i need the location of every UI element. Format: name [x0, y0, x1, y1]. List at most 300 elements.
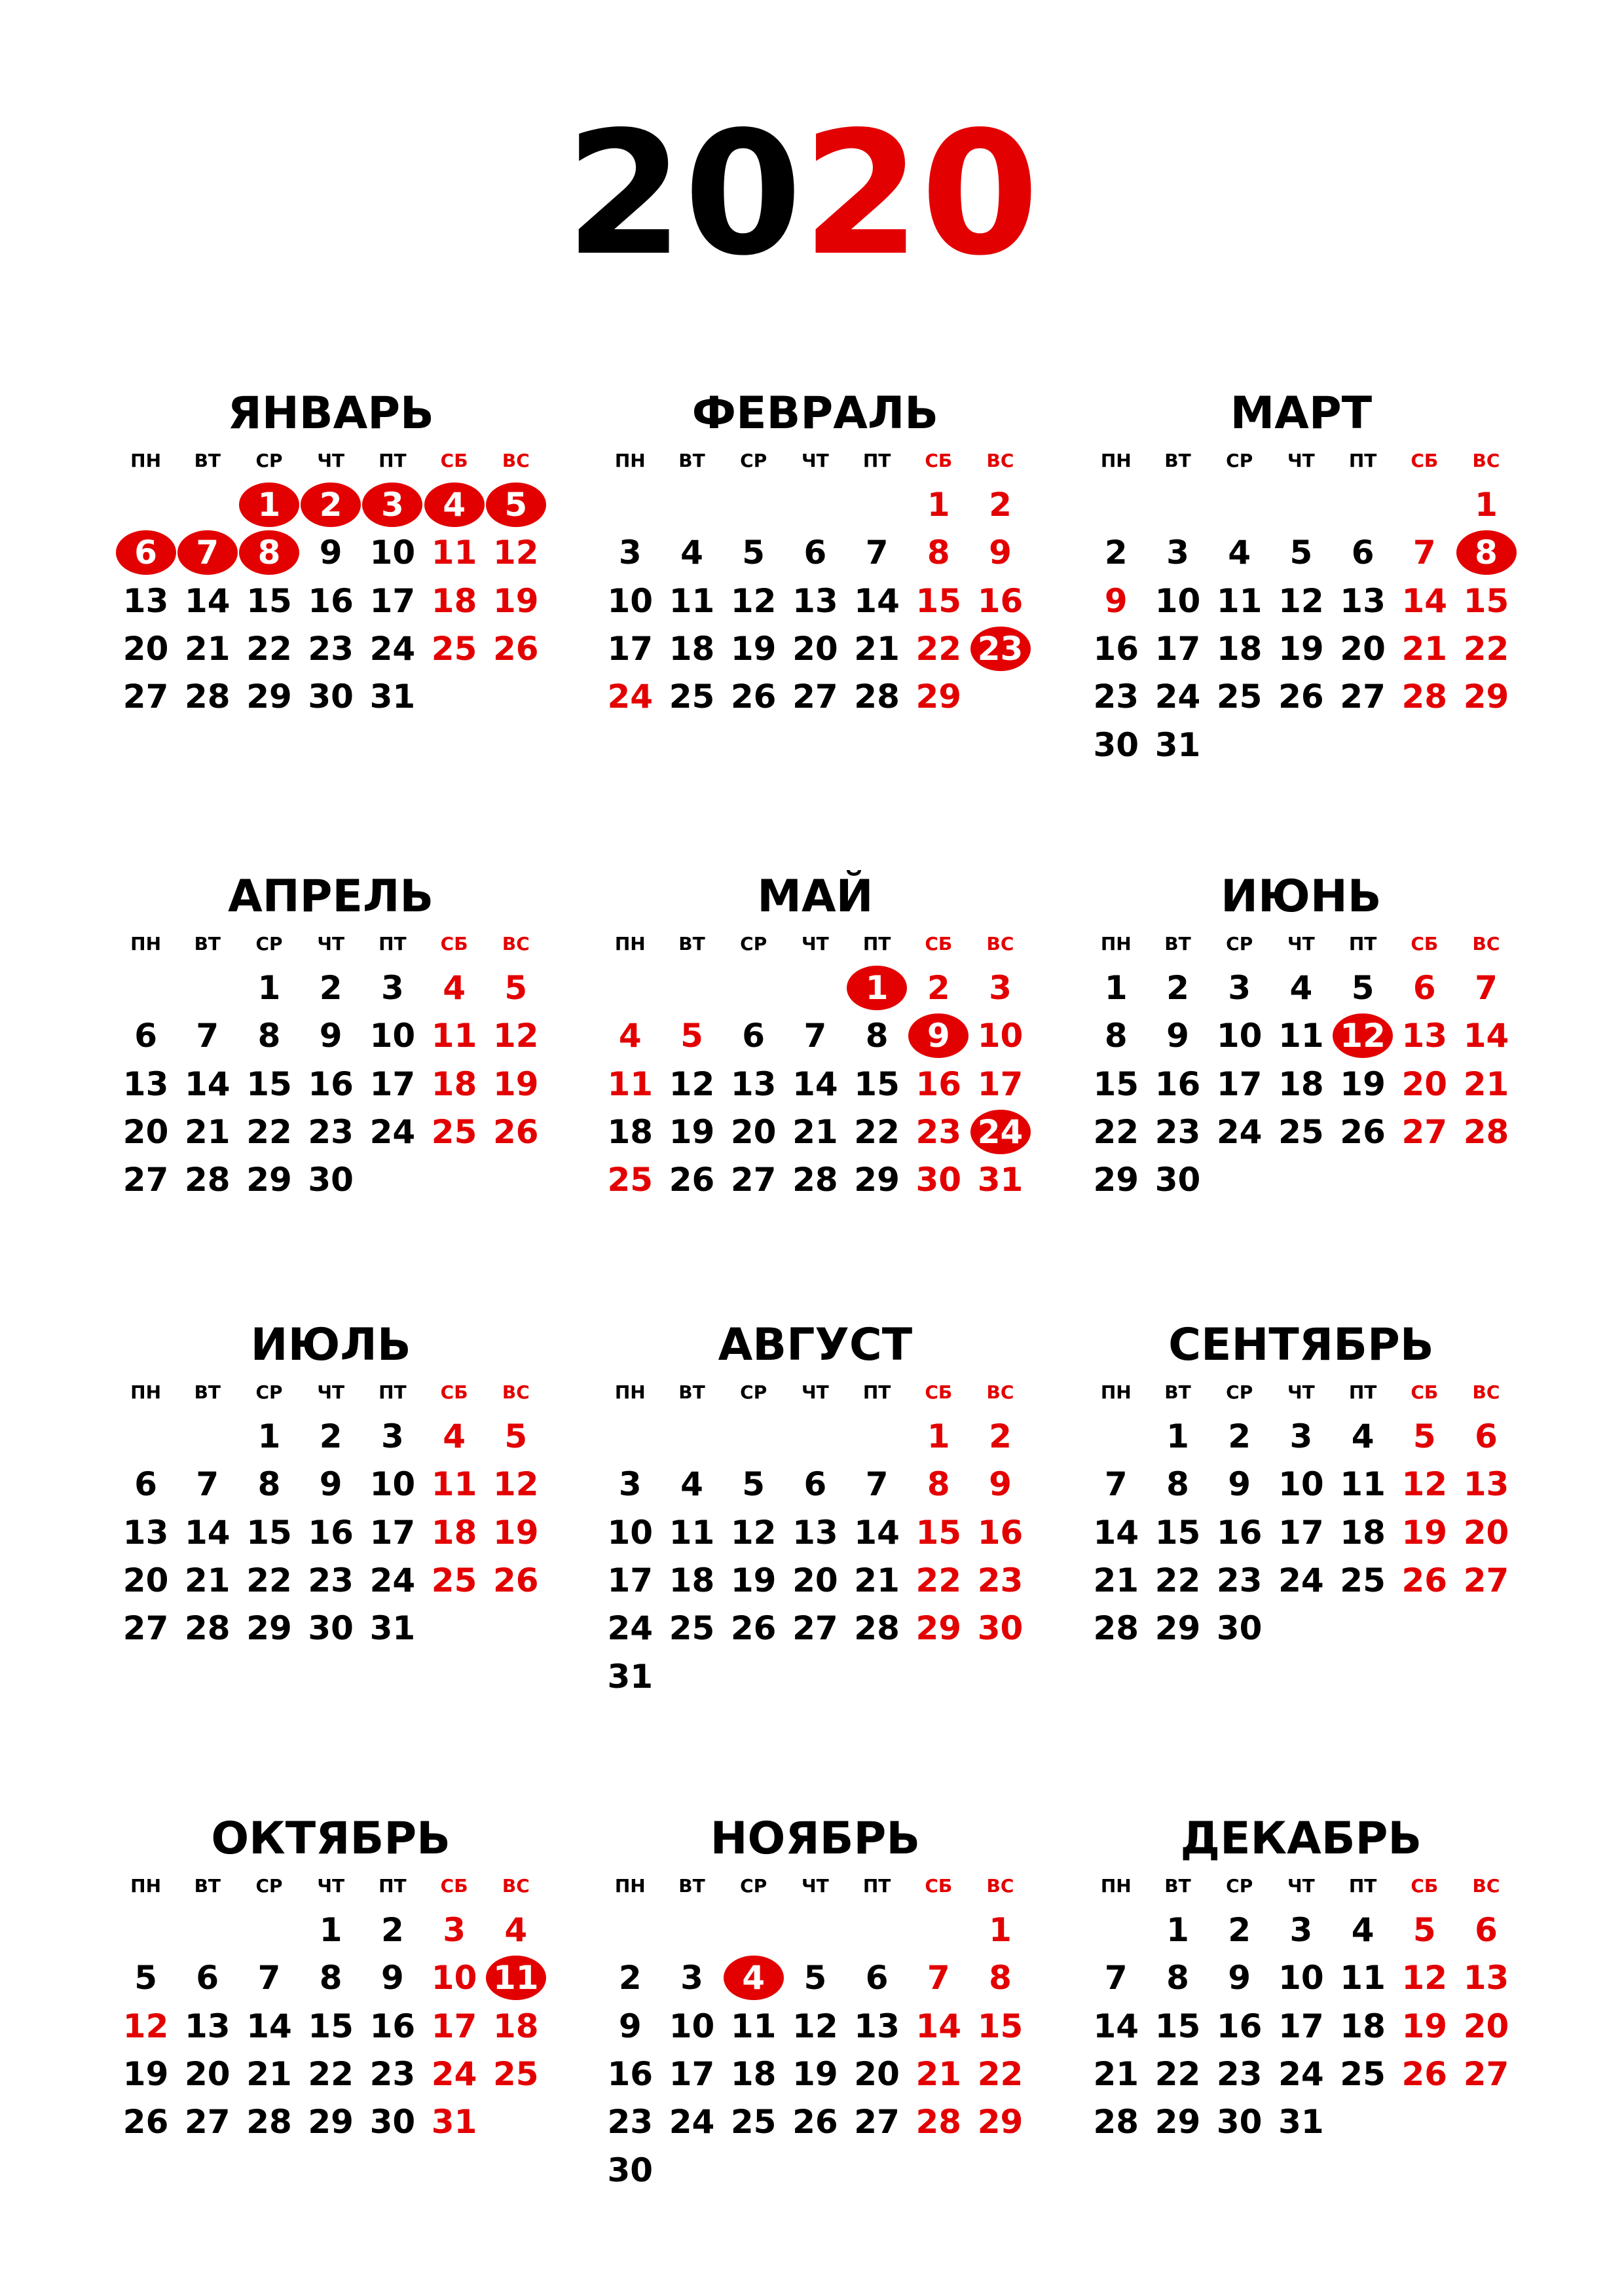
day-number: 27	[122, 1161, 169, 1199]
day-number: 22	[1154, 2054, 1201, 2093]
day-number: 22	[915, 629, 962, 668]
weekday-label: СР	[1226, 1381, 1253, 1403]
day-number: 2	[1228, 1911, 1251, 1949]
day-number: 20	[730, 1112, 777, 1151]
weekday-label: СБ	[440, 1874, 468, 1897]
day-number: 20	[185, 2054, 231, 2093]
day-number: 27	[792, 678, 838, 716]
day-number: 5	[742, 1465, 766, 1504]
day-number: 24	[431, 2054, 477, 2093]
weekday-label: СБ	[440, 449, 468, 471]
day-number: 17	[607, 629, 654, 668]
day-number: 28	[854, 678, 900, 716]
day-number: 18	[493, 2007, 539, 2045]
day-number: 10	[1216, 1017, 1263, 1055]
day-number: 12	[1278, 581, 1324, 620]
day-number: 4	[443, 969, 466, 1007]
weekday-label: ВТ	[1164, 1381, 1191, 1403]
month-title: ИЮЛЬ	[250, 1319, 411, 1371]
day-number: 16	[1216, 2007, 1263, 2045]
weekday-label: ВС	[1472, 932, 1500, 955]
day-number: 12	[1340, 1017, 1386, 1055]
weekday-label: ПН	[130, 932, 162, 955]
day-number: 19	[792, 2054, 838, 2093]
day-number: 9	[1228, 1959, 1251, 1997]
day-number: 18	[1216, 629, 1263, 668]
day-number: 22	[246, 1561, 292, 1599]
day-number: 7	[196, 1017, 219, 1055]
day-number: 23	[607, 2103, 654, 2141]
day-number: 6	[865, 1959, 889, 1997]
day-number: 11	[1340, 1465, 1386, 1504]
day-number: 4	[618, 1017, 642, 1055]
day-number: 20	[792, 629, 838, 668]
weekday-label: ВТ	[194, 1381, 221, 1403]
weekday-label: СБ	[1411, 449, 1439, 471]
day-number: 31	[369, 678, 416, 716]
year-title-first-part: 20	[565, 96, 802, 293]
day-number: 8	[257, 1465, 281, 1504]
day-number: 3	[1228, 969, 1251, 1007]
day-number: 3	[618, 534, 642, 572]
day-number: 6	[196, 1959, 219, 1997]
month-title: АПРЕЛЬ	[228, 871, 434, 922]
day-number: 18	[730, 2054, 777, 2093]
weekday-label: СР	[740, 1381, 767, 1403]
day-number: 19	[493, 1513, 539, 1552]
day-number: 11	[1278, 1017, 1324, 1055]
weekday-label: ПН	[130, 1381, 162, 1403]
weekday-label: ЧТ	[802, 1874, 829, 1897]
day-number: 23	[308, 1561, 354, 1599]
weekday-label: ВС	[986, 1381, 1014, 1403]
day-number: 12	[1401, 1465, 1448, 1504]
day-number: 30	[1154, 1161, 1201, 1199]
day-number: 19	[122, 2054, 169, 2093]
day-number: 19	[493, 1065, 539, 1103]
day-number: 4	[742, 1959, 766, 1997]
day-number: 24	[1154, 678, 1201, 716]
day-number: 8	[927, 1465, 950, 1504]
day-number: 2	[319, 969, 342, 1007]
day-number: 18	[1340, 2007, 1386, 2045]
day-number: 6	[1412, 969, 1436, 1007]
weekday-label: СР	[740, 932, 767, 955]
day-number: 8	[865, 1017, 889, 1055]
weekday-label: ЧТ	[317, 449, 345, 471]
day-number: 1	[927, 486, 950, 524]
day-number: 21	[854, 629, 900, 668]
day-number: 8	[1166, 1465, 1189, 1504]
day-number: 24	[607, 678, 654, 716]
day-number: 8	[319, 1959, 342, 1997]
day-number: 3	[989, 969, 1012, 1007]
weekday-label: СБ	[440, 932, 468, 955]
day-number: 16	[977, 581, 1024, 620]
day-number: 17	[1278, 1513, 1324, 1552]
day-number: 4	[680, 1465, 703, 1504]
month-title: ОКТЯБРЬ	[211, 1813, 451, 1865]
day-number: 25	[730, 2103, 777, 2141]
month-title: МАРТ	[1230, 388, 1373, 439]
day-number: 5	[680, 1017, 703, 1055]
month-title: ЯНВАРЬ	[227, 388, 434, 439]
day-number: 26	[1278, 678, 1324, 716]
day-number: 17	[369, 1513, 416, 1552]
day-number: 14	[1093, 1513, 1139, 1552]
day-number: 12	[1401, 1959, 1448, 1997]
day-number: 30	[915, 1161, 962, 1199]
day-number: 17	[669, 2054, 715, 2093]
day-number: 7	[196, 534, 219, 572]
day-number: 2	[1166, 969, 1189, 1007]
day-number: 15	[1093, 1065, 1139, 1103]
day-number: 4	[443, 1417, 466, 1455]
day-number: 29	[246, 678, 292, 716]
weekday-label: ЧТ	[802, 1381, 829, 1403]
day-number: 24	[369, 1112, 416, 1151]
day-number: 7	[1104, 1465, 1128, 1504]
day-number: 23	[369, 2054, 416, 2093]
day-number: 3	[680, 1959, 703, 1997]
day-number: 29	[854, 1161, 900, 1199]
day-number: 25	[1216, 678, 1263, 716]
day-number: 26	[669, 1161, 715, 1199]
day-number: 13	[122, 581, 169, 620]
month-title: ИЮНЬ	[1221, 871, 1382, 922]
day-number: 15	[915, 581, 962, 620]
day-number: 18	[431, 1065, 477, 1103]
day-number: 13	[122, 1065, 169, 1103]
day-number: 7	[865, 534, 889, 572]
day-number: 21	[185, 629, 231, 668]
day-number: 11	[669, 1513, 715, 1552]
weekday-label: ВС	[502, 932, 530, 955]
day-number: 2	[1228, 1417, 1251, 1455]
day-number: 20	[792, 1561, 838, 1599]
day-number: 14	[1463, 1017, 1509, 1055]
day-number: 20	[122, 629, 169, 668]
day-number: 27	[1401, 1112, 1448, 1151]
day-number: 1	[927, 1417, 950, 1455]
day-number: 7	[1475, 969, 1498, 1007]
day-number: 9	[927, 1017, 950, 1055]
weekday-label: ЧТ	[317, 1874, 345, 1897]
day-number: 16	[1216, 1513, 1263, 1552]
day-number: 24	[1278, 1561, 1324, 1599]
day-number: 29	[308, 2103, 354, 2141]
day-number: 15	[246, 1513, 292, 1552]
weekday-label: ВТ	[194, 1874, 221, 1897]
day-number: 2	[989, 486, 1012, 524]
day-number: 26	[730, 678, 777, 716]
day-number: 29	[1154, 1609, 1201, 1648]
day-number: 9	[319, 534, 342, 572]
month-title: АВГУСТ	[718, 1319, 913, 1371]
weekday-label: СР	[740, 449, 767, 471]
day-number: 5	[1412, 1417, 1436, 1455]
day-number: 2	[618, 1959, 642, 1997]
day-number: 16	[1093, 629, 1139, 668]
day-number: 9	[1166, 1017, 1189, 1055]
day-number: 9	[319, 1017, 342, 1055]
day-number: 22	[915, 1561, 962, 1599]
day-number: 11	[431, 1465, 477, 1504]
day-number: 25	[431, 629, 477, 668]
day-number: 28	[185, 1609, 231, 1648]
day-number: 9	[989, 534, 1012, 572]
day-number: 15	[308, 2007, 354, 2045]
day-number: 30	[1216, 1609, 1263, 1648]
day-number: 31	[1278, 2103, 1324, 2141]
day-number: 24	[369, 629, 416, 668]
day-number: 10	[607, 581, 654, 620]
day-number: 3	[618, 1465, 642, 1504]
day-number: 25	[1340, 1561, 1386, 1599]
weekday-label: ПТ	[862, 449, 891, 471]
weekday-label: ВС	[986, 449, 1014, 471]
day-number: 24	[1278, 2054, 1324, 2093]
day-number: 19	[669, 1112, 715, 1151]
weekday-label: ПТ	[1348, 1874, 1377, 1897]
day-number: 28	[1463, 1112, 1509, 1151]
day-number: 13	[1463, 1959, 1509, 1997]
day-number: 30	[308, 1609, 354, 1648]
day-number: 5	[1351, 969, 1375, 1007]
day-number: 7	[1412, 534, 1436, 572]
weekday-label: ВС	[986, 1874, 1014, 1897]
day-number: 22	[854, 1112, 900, 1151]
day-number: 8	[927, 534, 950, 572]
weekday-label: ПН	[130, 1874, 162, 1897]
day-number: 13	[730, 1065, 777, 1103]
day-number: 2	[927, 969, 950, 1007]
day-number: 22	[246, 1112, 292, 1151]
day-number: 6	[803, 534, 827, 572]
weekday-label: ПН	[1100, 932, 1132, 955]
day-number: 1	[1166, 1911, 1189, 1949]
day-number: 27	[730, 1161, 777, 1199]
weekday-label: ЧТ	[1287, 1874, 1315, 1897]
day-number: 15	[915, 1513, 962, 1552]
day-number: 12	[792, 2007, 838, 2045]
day-number: 17	[369, 1065, 416, 1103]
weekday-label: ВТ	[678, 1874, 705, 1897]
day-number: 3	[380, 1417, 404, 1455]
day-number: 7	[196, 1465, 219, 1504]
day-number: 3	[380, 486, 404, 524]
day-number: 5	[504, 969, 528, 1007]
day-number: 12	[493, 534, 539, 572]
day-number: 31	[977, 1161, 1024, 1199]
day-number: 22	[246, 629, 292, 668]
day-number: 27	[854, 2103, 900, 2141]
day-number: 5	[504, 486, 528, 524]
day-number: 12	[493, 1465, 539, 1504]
weekday-label: ВС	[1472, 1874, 1500, 1897]
day-number: 8	[257, 1017, 281, 1055]
weekday-label: СР	[1226, 449, 1253, 471]
day-number: 16	[308, 581, 354, 620]
weekday-label: ПН	[1100, 1874, 1132, 1897]
day-number: 14	[1401, 581, 1448, 620]
day-number: 10	[369, 534, 416, 572]
day-number: 26	[1340, 1112, 1386, 1151]
day-number: 14	[1093, 2007, 1139, 2045]
weekday-label: СБ	[925, 932, 953, 955]
day-number: 15	[246, 1065, 292, 1103]
day-number: 3	[1166, 534, 1189, 572]
day-number: 28	[854, 1609, 900, 1648]
day-number: 8	[1475, 534, 1498, 572]
day-number: 27	[122, 1609, 169, 1648]
day-number: 15	[1154, 2007, 1201, 2045]
weekday-label: ЧТ	[317, 932, 345, 955]
day-number: 13	[792, 1513, 838, 1552]
day-number: 31	[369, 1609, 416, 1648]
day-number: 30	[1216, 2103, 1263, 2141]
day-number: 6	[134, 1465, 157, 1504]
day-number: 20	[1401, 1065, 1448, 1103]
day-number: 26	[493, 1112, 539, 1151]
weekday-label: ВС	[502, 1381, 530, 1403]
day-number: 12	[493, 1017, 539, 1055]
weekday-label: ПН	[1100, 449, 1132, 471]
day-number: 4	[1351, 1911, 1375, 1949]
weekday-label: СР	[255, 449, 283, 471]
day-number: 9	[319, 1465, 342, 1504]
day-number: 10	[1278, 1959, 1324, 1997]
day-number: 25	[431, 1112, 477, 1151]
day-number: 6	[1475, 1417, 1498, 1455]
day-number: 11	[607, 1065, 654, 1103]
day-number: 18	[669, 1561, 715, 1599]
day-number: 20	[1463, 1513, 1509, 1552]
day-number: 16	[369, 2007, 416, 2045]
day-number: 30	[369, 2103, 416, 2141]
weekday-label: СБ	[1411, 932, 1439, 955]
day-number: 23	[1093, 678, 1139, 716]
weekday-label: ЧТ	[802, 449, 829, 471]
day-number: 21	[1093, 1561, 1139, 1599]
day-number: 29	[246, 1161, 292, 1199]
day-number: 21	[1463, 1065, 1509, 1103]
day-number: 23	[1216, 1561, 1263, 1599]
day-number: 24	[607, 1609, 654, 1648]
day-number: 2	[1104, 534, 1128, 572]
day-number: 1	[257, 969, 281, 1007]
day-number: 14	[185, 1513, 231, 1552]
day-number: 6	[803, 1465, 827, 1504]
day-number: 10	[607, 1513, 654, 1552]
day-number: 22	[1154, 1561, 1201, 1599]
day-number: 27	[185, 2103, 231, 2141]
day-number: 19	[1340, 1065, 1386, 1103]
day-number: 23	[977, 1561, 1024, 1599]
day-number: 22	[1463, 629, 1509, 668]
day-number: 3	[443, 1911, 466, 1949]
day-number: 14	[792, 1065, 838, 1103]
day-number: 1	[319, 1911, 342, 1949]
day-number: 11	[1340, 1959, 1386, 1997]
day-number: 22	[1093, 1112, 1139, 1151]
weekday-label: ВТ	[1164, 932, 1191, 955]
day-number: 26	[493, 629, 539, 668]
day-number: 16	[1154, 1065, 1201, 1103]
weekday-label: ЧТ	[1287, 932, 1315, 955]
day-number: 16	[915, 1065, 962, 1103]
weekday-label: СР	[255, 1874, 283, 1897]
weekday-label: ЧТ	[317, 1381, 345, 1403]
day-number: 30	[607, 2151, 654, 2189]
day-number: 5	[134, 1959, 157, 1997]
day-number: 7	[1104, 1959, 1128, 1997]
day-number: 13	[1340, 581, 1386, 620]
day-number: 21	[792, 1112, 838, 1151]
day-number: 23	[915, 1112, 962, 1151]
day-number: 21	[185, 1112, 231, 1151]
day-number: 7	[927, 1959, 950, 1997]
day-number: 21	[1093, 2054, 1139, 2093]
day-number: 10	[431, 1959, 477, 1997]
day-number: 28	[1401, 678, 1448, 716]
day-number: 14	[915, 2007, 962, 2045]
weekday-label: СБ	[925, 1874, 953, 1897]
day-number: 22	[977, 2054, 1024, 2093]
day-number: 10	[669, 2007, 715, 2045]
weekday-label: ВТ	[194, 932, 221, 955]
day-number: 11	[1216, 581, 1263, 620]
weekday-label: ВС	[1472, 449, 1500, 471]
day-number: 8	[989, 1959, 1012, 1997]
day-number: 10	[977, 1017, 1024, 1055]
day-number: 12	[669, 1065, 715, 1103]
weekday-label: ЧТ	[802, 932, 829, 955]
day-number: 17	[607, 1561, 654, 1599]
day-number: 5	[803, 1959, 827, 1997]
weekday-label: ПТ	[378, 449, 407, 471]
day-number: 11	[730, 2007, 777, 2045]
day-number: 21	[854, 1561, 900, 1599]
day-number: 17	[1216, 1065, 1263, 1103]
day-number: 25	[669, 1609, 715, 1648]
day-number: 20	[122, 1561, 169, 1599]
day-number: 25	[1340, 2054, 1386, 2093]
day-number: 26	[792, 2103, 838, 2141]
day-number: 23	[308, 629, 354, 668]
day-number: 13	[792, 581, 838, 620]
day-number: 19	[1278, 629, 1324, 668]
weekday-label: СР	[1226, 932, 1253, 955]
day-number: 21	[246, 2054, 292, 2093]
weekday-label: СР	[255, 932, 283, 955]
day-number: 12	[730, 1513, 777, 1552]
day-number: 2	[380, 1911, 404, 1949]
weekday-label: ВТ	[194, 449, 221, 471]
day-number: 29	[1154, 2103, 1201, 2141]
day-number: 17	[1278, 2007, 1324, 2045]
day-number: 24	[977, 1112, 1024, 1151]
day-number: 28	[1093, 2103, 1139, 2141]
weekday-label: ПТ	[378, 932, 407, 955]
day-number: 4	[1351, 1417, 1375, 1455]
day-number: 6	[742, 1017, 766, 1055]
day-number: 7	[865, 1465, 889, 1504]
day-number: 23	[1154, 1112, 1201, 1151]
weekday-label: ПТ	[378, 1381, 407, 1403]
day-number: 4	[504, 1911, 528, 1949]
day-number: 6	[1351, 534, 1375, 572]
